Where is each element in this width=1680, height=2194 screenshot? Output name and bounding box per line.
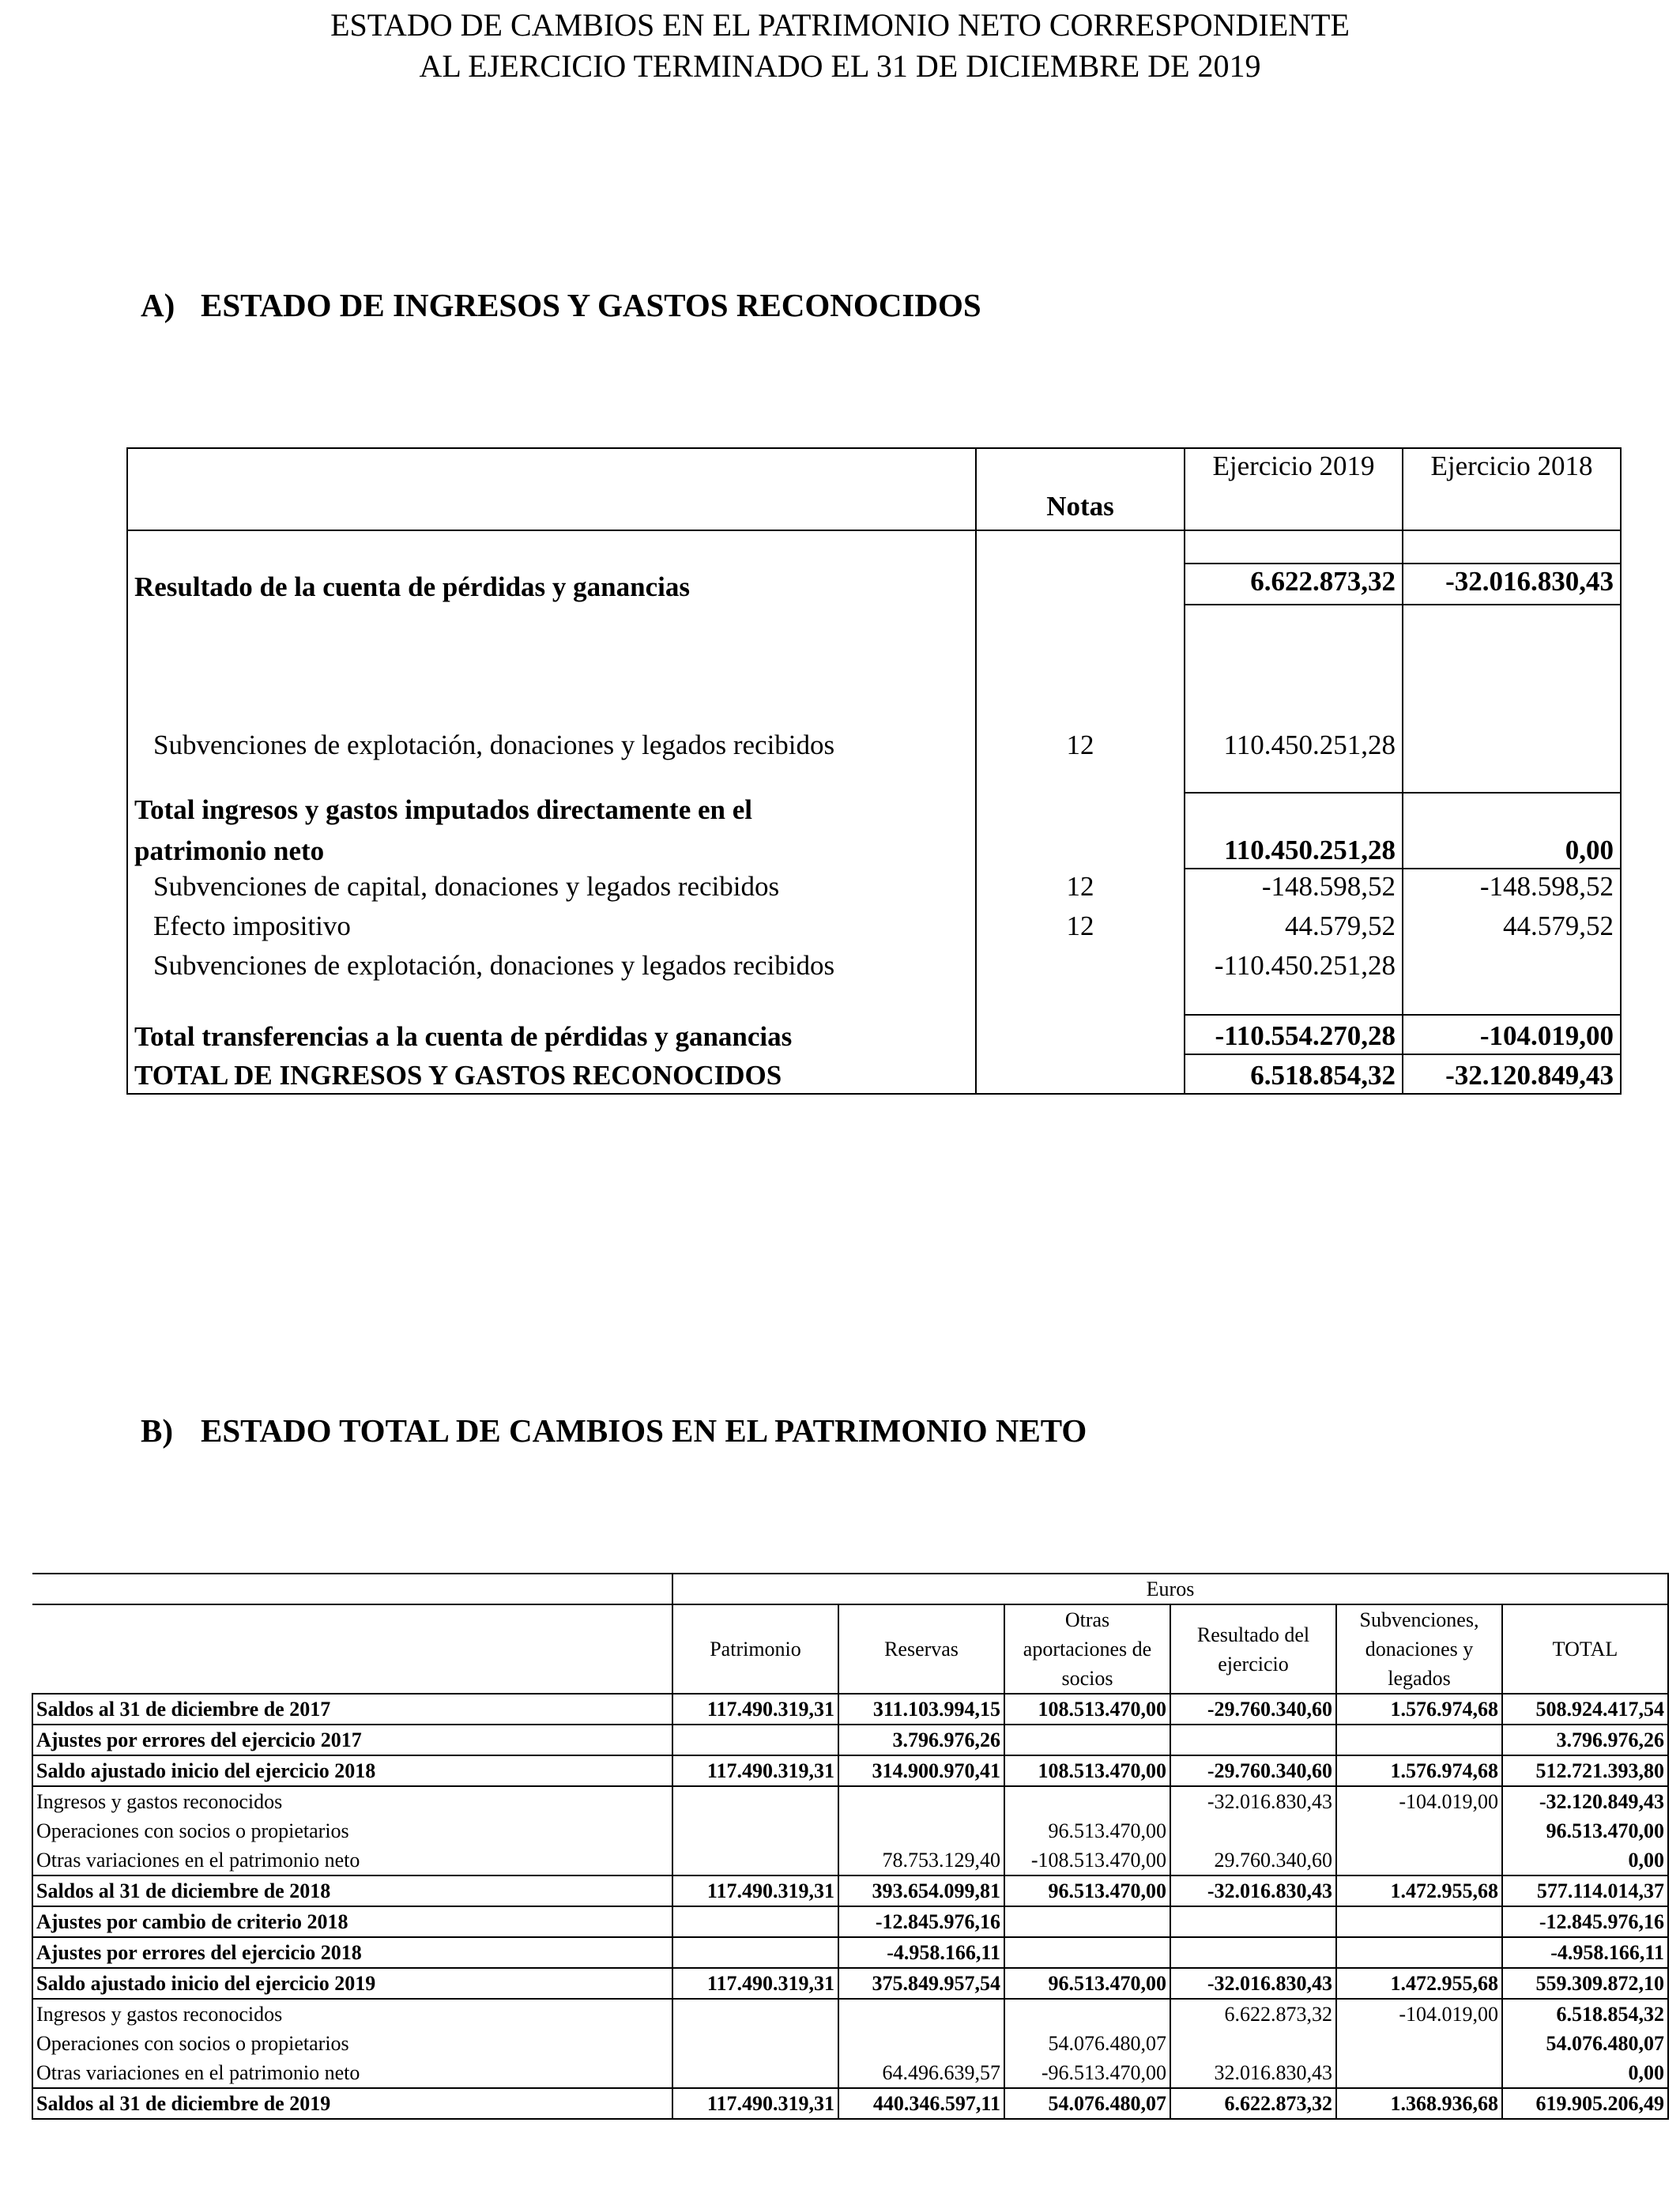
cell-value bbox=[838, 2029, 1004, 2058]
table-row bbox=[32, 2058, 1668, 2088]
table-row bbox=[32, 1786, 1668, 1816]
row-subvenciones-capital: Subvenciones de capital, donaciones y legados recibidos 12 -148.598,52 -148.598,52 bbox=[127, 869, 1621, 904]
cell-value: 117.490.319,31 bbox=[672, 1694, 838, 1725]
cell-value bbox=[838, 1999, 1004, 2029]
table-row bbox=[32, 1725, 1668, 1755]
table-row bbox=[32, 1694, 1668, 1725]
table-row bbox=[32, 1999, 1668, 2029]
recognized-income-table bbox=[126, 447, 1622, 1095]
cell-value bbox=[672, 1937, 838, 1968]
cell-value: 78.753.129,40 bbox=[838, 1845, 1004, 1875]
cell-value bbox=[1170, 1816, 1336, 1845]
cell-value: -32.120.849,43 bbox=[1502, 1786, 1668, 1816]
cell-value: 6.622.873,32 bbox=[1170, 1999, 1336, 2029]
cell-value: 6.622.873,32 bbox=[1170, 2088, 1336, 2119]
row-label: Ingresos y gastos reconocidos bbox=[32, 1999, 672, 2029]
equity-changes-table bbox=[32, 1573, 1669, 2120]
row-label: Otras variaciones en el patrimonio neto bbox=[32, 1845, 672, 1875]
header-ejercicio-2018: Ejercicio 2018 bbox=[1403, 448, 1621, 489]
col-patrimonio: Patrimonio bbox=[672, 1604, 838, 1694]
cell-value: 508.924.417,54 bbox=[1502, 1694, 1668, 1725]
table-row bbox=[32, 1937, 1668, 1968]
cell-value: 393.654.099,81 bbox=[838, 1875, 1004, 1906]
cell-value bbox=[1004, 1725, 1170, 1755]
col-otras-aportaciones: Otras aportaciones de socios bbox=[1004, 1604, 1170, 1694]
cell-value: 512.721.393,80 bbox=[1502, 1755, 1668, 1786]
cell-value: 1.576.974,68 bbox=[1336, 1755, 1502, 1786]
row-label: Ingresos y gastos reconocidos bbox=[32, 1786, 672, 1816]
cell-value: -108.513.470,00 bbox=[1004, 1845, 1170, 1875]
cell-value: 0,00 bbox=[1502, 2058, 1668, 2088]
table-row bbox=[32, 2029, 1668, 2058]
cell-value: 577.114.014,37 bbox=[1502, 1875, 1668, 1906]
row-total-reconocidos: TOTAL DE INGRESOS Y GASTOS RECONOCIDOS 6.518.854,32 -32.120.849,43 bbox=[127, 1054, 1621, 1094]
cell-value bbox=[672, 1786, 838, 1816]
cell-value: 29.760.340,60 bbox=[1170, 1845, 1336, 1875]
cell-value bbox=[672, 1816, 838, 1845]
table-row bbox=[32, 1875, 1668, 1906]
cell-value: -29.760.340,60 bbox=[1170, 1755, 1336, 1786]
section-a-letter: A) bbox=[141, 287, 175, 323]
cell-value: 32.016.830,43 bbox=[1170, 2058, 1336, 2088]
cell-value: 1.576.974,68 bbox=[1336, 1694, 1502, 1725]
row-efecto-impositivo: Efecto impositivo 12 44.579,52 44.579,52 bbox=[127, 904, 1621, 944]
cell-value: -29.760.340,60 bbox=[1170, 1694, 1336, 1725]
cell-value bbox=[838, 1786, 1004, 1816]
cell-value: -12.845.976,16 bbox=[838, 1906, 1004, 1937]
row-label: Saldo ajustado inicio del ejercicio 2018 bbox=[32, 1755, 672, 1786]
table-row bbox=[32, 1845, 1668, 1875]
title-line-1: ESTADO DE CAMBIOS EN EL PATRIMONIO NETO CORRESPONDIENTE bbox=[330, 7, 1350, 43]
row-label: Saldos al 31 de diciembre de 2017 bbox=[32, 1694, 672, 1725]
cell-value bbox=[672, 1906, 838, 1937]
cell-value bbox=[1336, 2029, 1502, 2058]
cell-value: 96.513.470,00 bbox=[1004, 1816, 1170, 1845]
cell-value: 6.518.854,32 bbox=[1502, 1999, 1668, 2029]
section-b-letter: B) bbox=[141, 1412, 173, 1449]
cell-value: 108.513.470,00 bbox=[1004, 1755, 1170, 1786]
row-label: Operaciones con socios o propietarios bbox=[32, 1816, 672, 1845]
title-line-2: AL EJERCICIO TERMINADO EL 31 DE DICIEMBRE DE 2019 bbox=[419, 48, 1261, 84]
cell-value bbox=[1336, 1845, 1502, 1875]
header-notas: Notas bbox=[976, 489, 1185, 530]
cell-value: -96.513.470,00 bbox=[1004, 2058, 1170, 2088]
cell-value bbox=[1170, 1725, 1336, 1755]
col-reservas: Reservas bbox=[838, 1604, 1004, 1694]
cell-value: -12.845.976,16 bbox=[1502, 1906, 1668, 1937]
row-label: Ajustes por cambio de criterio 2018 bbox=[32, 1906, 672, 1937]
cell-value: -32.016.830,43 bbox=[1170, 1875, 1336, 1906]
cell-value bbox=[1004, 1999, 1170, 2029]
cell-value: 96.513.470,00 bbox=[1502, 1816, 1668, 1845]
row-subvenciones-explotacion: Subvenciones de explotación, donaciones y legados recibidos 12 110.450.251,28 bbox=[127, 723, 1621, 763]
cell-value: 314.900.970,41 bbox=[838, 1755, 1004, 1786]
cell-value: 440.346.597,11 bbox=[838, 2088, 1004, 2119]
document-title bbox=[0, 5, 1680, 87]
cell-value bbox=[1336, 2058, 1502, 2088]
cell-value: 0,00 bbox=[1502, 1845, 1668, 1875]
table-row bbox=[32, 1816, 1668, 1845]
cell-value: 54.076.480,07 bbox=[1004, 2029, 1170, 2058]
cell-value: 54.076.480,07 bbox=[1502, 2029, 1668, 2058]
row-resultado: Resultado de la cuenta de pérdidas y ganancias 6.622.873,32 -32.016.830,43 bbox=[127, 564, 1621, 605]
cell-value bbox=[1170, 1906, 1336, 1937]
cell-value bbox=[672, 1725, 838, 1755]
cell-value: -32.016.830,43 bbox=[1170, 1786, 1336, 1816]
cell-value: -4.958.166,11 bbox=[838, 1937, 1004, 1968]
row-total-transferencias: Total transferencias a la cuenta de pérdidas y ganancias -110.554.270,28 -104.019,00 bbox=[127, 1015, 1621, 1054]
row-total-imputados-l1: Total ingresos y gastos imputados directamente en el bbox=[127, 793, 1621, 827]
section-a-title: ESTADO DE INGRESOS Y GASTOS RECONOCIDOS bbox=[201, 287, 981, 323]
row-subvenciones-explotacion-transfer: Subvenciones de explotación, donaciones y legados recibidos -110.450.251,28 bbox=[127, 944, 1621, 983]
row-label: Operaciones con socios o propietarios bbox=[32, 2029, 672, 2058]
cell-value bbox=[1336, 1816, 1502, 1845]
cell-value bbox=[1004, 1937, 1170, 1968]
table-row bbox=[32, 1968, 1668, 1999]
cell-value: 619.905.206,49 bbox=[1502, 2088, 1668, 2119]
cell-value: 117.490.319,31 bbox=[672, 1968, 838, 1999]
cell-value bbox=[1004, 1906, 1170, 1937]
table-row bbox=[32, 2088, 1668, 2119]
col-total: TOTAL bbox=[1502, 1604, 1668, 1694]
row-label: Saldo ajustado inicio del ejercicio 2019 bbox=[32, 1968, 672, 1999]
row-label: Saldos al 31 de diciembre de 2019 bbox=[32, 2088, 672, 2119]
table-row bbox=[32, 1906, 1668, 1937]
section-b-heading bbox=[141, 1412, 1087, 1449]
cell-value: 1.472.955,68 bbox=[1336, 1875, 1502, 1906]
cell-value bbox=[1170, 2029, 1336, 2058]
cell-value: 375.849.957,54 bbox=[838, 1968, 1004, 1999]
cell-value: 64.496.639,57 bbox=[838, 2058, 1004, 2088]
currency-header: Euros bbox=[672, 1574, 1668, 1604]
row-label: Saldos al 31 de diciembre de 2018 bbox=[32, 1875, 672, 1906]
cell-value bbox=[1170, 1937, 1336, 1968]
cell-value bbox=[672, 2029, 838, 2058]
cell-value bbox=[1336, 1937, 1502, 1968]
cell-value: 1.368.936,68 bbox=[1336, 2088, 1502, 2119]
cell-value: -32.016.830,43 bbox=[1170, 1968, 1336, 1999]
cell-value bbox=[1336, 1725, 1502, 1755]
table-row bbox=[32, 1755, 1668, 1786]
section-a-heading bbox=[141, 286, 981, 324]
cell-value bbox=[672, 2058, 838, 2088]
col-resultado: Resultado del ejercicio bbox=[1170, 1604, 1336, 1694]
cell-value bbox=[1336, 1906, 1502, 1937]
cell-value: 311.103.994,15 bbox=[838, 1694, 1004, 1725]
cell-value: 117.490.319,31 bbox=[672, 1755, 838, 1786]
cell-value: 3.796.976,26 bbox=[838, 1725, 1004, 1755]
col-subvenciones: Subvenciones, donaciones y legados bbox=[1336, 1604, 1502, 1694]
cell-value: 96.513.470,00 bbox=[1004, 1875, 1170, 1906]
cell-value: -4.958.166,11 bbox=[1502, 1937, 1668, 1968]
section-b-title: ESTADO TOTAL DE CAMBIOS EN EL PATRIMONIO NETO bbox=[201, 1412, 1087, 1449]
cell-value: 3.796.976,26 bbox=[1502, 1725, 1668, 1755]
cell-value bbox=[672, 1845, 838, 1875]
row-label: Ajustes por errores del ejercicio 2018 bbox=[32, 1937, 672, 1968]
cell-value bbox=[672, 1999, 838, 2029]
cell-value: 108.513.470,00 bbox=[1004, 1694, 1170, 1725]
cell-value: 559.309.872,10 bbox=[1502, 1968, 1668, 1999]
cell-value bbox=[838, 1816, 1004, 1845]
cell-value: 54.076.480,07 bbox=[1004, 2088, 1170, 2119]
row-label: Otras variaciones en el patrimonio neto bbox=[32, 2058, 672, 2088]
cell-value: 1.472.955,68 bbox=[1336, 1968, 1502, 1999]
header-ejercicio-2019: Ejercicio 2019 bbox=[1185, 448, 1403, 489]
row-total-imputados: patrimonio neto 110.450.251,28 0,00 bbox=[127, 827, 1621, 869]
cell-value: -104.019,00 bbox=[1336, 1786, 1502, 1816]
cell-value: -104.019,00 bbox=[1336, 1999, 1502, 2029]
cell-value: 117.490.319,31 bbox=[672, 1875, 838, 1906]
cell-value: 96.513.470,00 bbox=[1004, 1968, 1170, 1999]
cell-value bbox=[1004, 1786, 1170, 1816]
cell-value: 117.490.319,31 bbox=[672, 2088, 838, 2119]
row-label: Ajustes por errores del ejercicio 2017 bbox=[32, 1725, 672, 1755]
